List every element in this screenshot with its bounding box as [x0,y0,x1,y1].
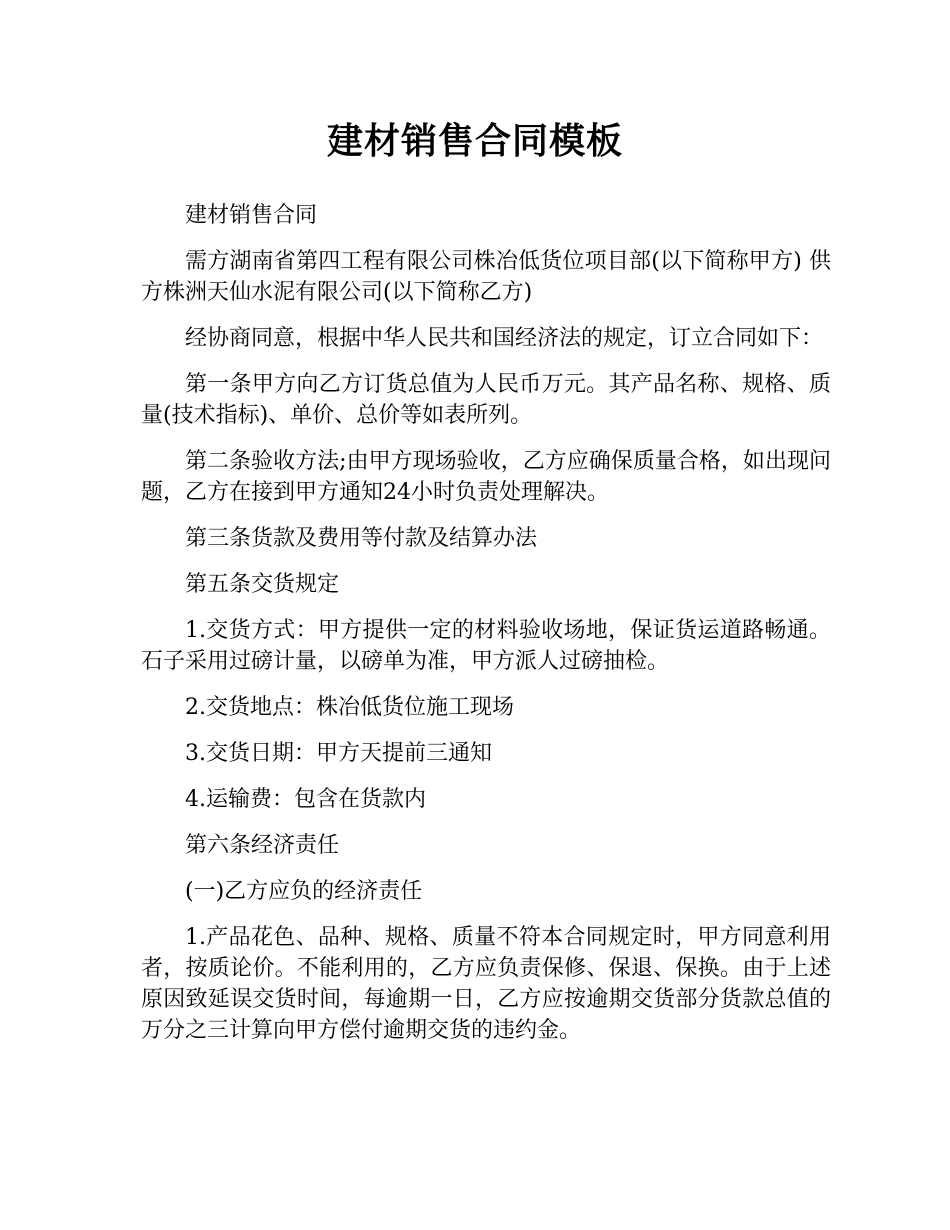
paragraph-article-5: 第五条交货规定 [185,572,340,597]
document-body [141,200,831,1061]
document-title: 建材销售合同模板 [326,121,623,162]
paragraph-article-3: 第三条货款及费用等付款及结算办法 [185,526,538,551]
paragraph-article-2: 第二条验收方法;由甲方现场验收，乙方应确保质量合格，如出现问题，乙方在接到甲方通知24小时负责处理解决。 [141,449,831,505]
paragraph-delivery-method: 1.交货方式：甲方提供一定的材料验收场地，保证货运道路畅通。石子采用过磅计量，以磅单为准，甲方派人过磅抽检。 [141,618,831,674]
paragraph-article-1: 第一条甲方向乙方订货总值为人民币万元。其产品名称、规格、质量(技术指标)、单价、总价等如表所列。 [141,372,831,428]
paragraph-delivery-location: 2.交货地点：株冶低货位施工现场 [185,695,514,720]
paragraph-agreement: 经协商同意，根据中华人民共和国经济法的规定，订立合同如下： [185,326,824,351]
paragraph-party-b-liability: (一)乙方应负的经济责任 [185,879,423,904]
paragraph-delivery-date: 3.交货日期：甲方天提前三通知 [185,741,492,766]
paragraph-article-6: 第六条经济责任 [185,833,340,858]
paragraph-contract-heading: 建材销售合同 [185,203,318,228]
paragraph-transport-fee: 4.运输费：包含在货款内 [185,787,426,812]
paragraph-product-nonconformity: 1.产品花色、品种、规格、质量不符本合同规定时，甲方同意利用者，按质论价。不能利用的，乙方应负责保修、保退、保换。由于上述原因致延误交货时间，每逾期一日，乙方应按逾期交货部分货款总值的万分之三计算向甲方偿付逾期交货的违约金。 [141,925,831,1043]
paragraph-parties: 需方湖南省第四工程有限公司株冶低货位项目部(以下简称甲方) 供方株洲天仙水泥有限公司(以下简称乙方) [141,249,831,305]
